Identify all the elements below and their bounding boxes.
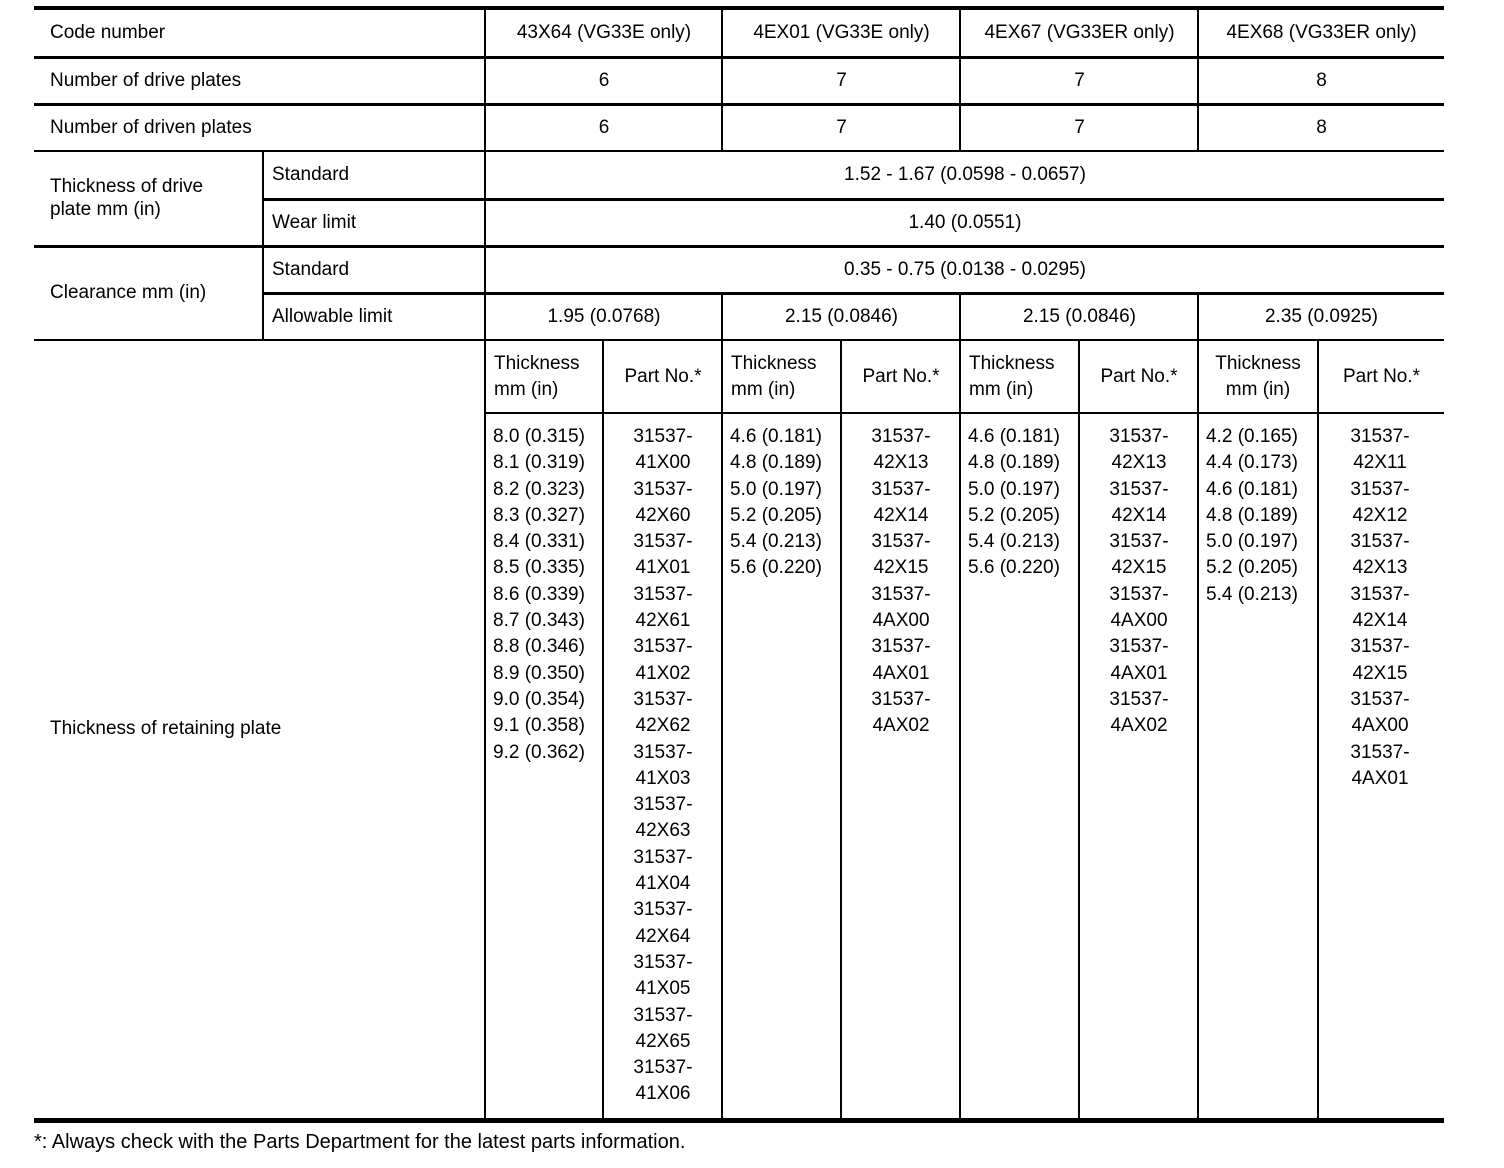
driven-plates-value: 6 <box>598 116 610 138</box>
thickness-header <box>1199 341 1317 412</box>
list-item: 42X63 <box>635 820 691 842</box>
list-item: 31537- <box>871 426 931 447</box>
list-item: 42X13 <box>873 452 929 474</box>
list-item: 42X13 <box>1352 557 1408 579</box>
thickness-header-line1: Thickness <box>969 352 1055 374</box>
list-item: 31537- <box>1350 583 1410 605</box>
thickness-list <box>961 424 1078 582</box>
drive-plate-standard-label: Standard <box>272 163 350 185</box>
list-item: 31537- <box>633 951 693 973</box>
drive-plate-wear-limit-value: 1.40 (0.0551) <box>908 211 1022 233</box>
list-item: 4AX02 <box>872 715 930 737</box>
list-item: 5.4 (0.213) <box>730 531 822 553</box>
list-item: 4.6 (0.181) <box>730 426 822 447</box>
list-item: 42X64 <box>635 925 691 947</box>
list-item: 42X61 <box>635 610 691 632</box>
list-item: 41X01 <box>635 557 691 579</box>
thickness-header-line1: Thickness <box>494 352 580 374</box>
list-item: 31537- <box>633 531 693 553</box>
thickness-header-line2: mm (in) <box>494 378 559 400</box>
part-no-header: Part No.* <box>1342 365 1421 387</box>
thickness-list <box>1199 424 1317 608</box>
drive-plates-value: 7 <box>1074 69 1085 91</box>
thickness-list <box>486 424 602 766</box>
list-item: 31537- <box>1350 531 1410 553</box>
list-item: 31537- <box>1350 688 1410 710</box>
list-item: 4.6 (0.181) <box>1206 478 1298 500</box>
thickness-header <box>486 341 602 412</box>
list-item: 4AX01 <box>1110 662 1168 684</box>
drive-plate-thickness-label <box>34 152 262 245</box>
clearance-allowable-limit-value: 2.15 (0.0846) <box>784 305 899 327</box>
clearance-standard-label: Standard <box>272 258 350 280</box>
list-item: 4.8 (0.189) <box>968 452 1060 474</box>
list-item: 8.1 (0.319) <box>493 452 585 474</box>
list-item: 31537- <box>1350 426 1410 447</box>
list-item: 31537- <box>633 899 693 921</box>
code-number-value: 4EX01 (VG33E only) <box>753 21 930 43</box>
list-item: 41X03 <box>635 767 691 789</box>
drive-plate-thickness-label-line1: Thickness of drive <box>50 175 204 197</box>
thickness-list <box>723 424 840 582</box>
drive-plates-value: 7 <box>836 69 847 91</box>
clearance-allowable-limit-label: Allowable limit <box>272 305 393 327</box>
list-item: 31537- <box>1109 688 1169 710</box>
thickness-header-line2: mm (in) <box>969 378 1034 400</box>
list-item: 42X15 <box>873 557 929 579</box>
list-item: 9.2 (0.362) <box>493 741 585 763</box>
list-item: 5.0 (0.197) <box>1206 531 1298 553</box>
list-item: 41X04 <box>635 873 691 895</box>
list-item: 31537- <box>633 794 693 816</box>
list-item: 41X05 <box>635 978 691 1000</box>
list-item: 5.2 (0.205) <box>1206 557 1298 579</box>
retaining-plate-label: Thickness of retaining plate <box>50 718 282 740</box>
thickness-header <box>723 341 840 412</box>
list-item: 31537- <box>633 426 693 447</box>
list-item: 5.4 (0.213) <box>968 531 1060 553</box>
part-number-list <box>604 424 722 1108</box>
list-item: 31537- <box>633 636 693 658</box>
part-number-list <box>1319 424 1441 792</box>
clearance-label: Clearance mm (in) <box>50 282 207 304</box>
drive-plate-wear-limit-label: Wear limit <box>272 211 357 233</box>
code-number-value: 4EX67 (VG33ER only) <box>984 21 1175 43</box>
list-item: 31537- <box>1350 741 1410 763</box>
footnote: *: Always check with the Parts Department for the latest parts information. <box>34 1131 686 1153</box>
list-item: 8.7 (0.343) <box>493 610 585 632</box>
list-item: 9.0 (0.354) <box>493 688 585 710</box>
list-item: 5.0 (0.197) <box>968 478 1060 500</box>
list-item: 42X15 <box>1111 557 1167 579</box>
code-number-value: 43X64 (VG33E only) <box>516 21 692 43</box>
driven-plates-value: 7 <box>836 116 847 138</box>
thickness-header-line2: mm (in) <box>731 378 796 400</box>
list-item: 5.4 (0.213) <box>1206 583 1298 605</box>
list-item: 31537- <box>871 688 931 710</box>
list-item: 42X14 <box>1111 504 1167 526</box>
list-item: 5.6 (0.220) <box>968 557 1060 579</box>
clearance-allowable-limit-value: 1.95 (0.0768) <box>547 305 661 327</box>
clearance-allowable-limit-value: 2.15 (0.0846) <box>1022 305 1137 327</box>
list-item: 8.5 (0.335) <box>493 557 585 579</box>
list-item: 42X12 <box>1352 504 1408 526</box>
list-item: 5.0 (0.197) <box>730 478 822 500</box>
code-number-label: Code number <box>50 21 166 43</box>
thickness-header-line2: mm (in) <box>1225 378 1291 400</box>
list-item: 42X65 <box>635 1030 691 1052</box>
list-item: 4AX01 <box>1351 767 1409 789</box>
driven-plates-value: 7 <box>1074 116 1085 138</box>
part-no-header: Part No.* <box>624 365 702 387</box>
list-item: 8.0 (0.315) <box>493 426 585 447</box>
list-item: 31537- <box>1350 478 1410 500</box>
list-item: 31537- <box>1109 531 1169 553</box>
list-item: 8.3 (0.327) <box>493 504 585 526</box>
list-item: 31537- <box>871 583 931 605</box>
list-item: 42X14 <box>1352 610 1408 632</box>
list-item: 4AX01 <box>872 662 930 684</box>
list-item: 31537- <box>633 741 693 763</box>
list-item: 41X06 <box>635 1083 691 1105</box>
list-item: 5.2 (0.205) <box>968 504 1060 526</box>
list-item: 8.2 (0.323) <box>493 478 585 500</box>
drive-plates-value: 8 <box>1316 69 1327 91</box>
list-item: 42X11 <box>1353 452 1407 474</box>
thickness-header <box>961 341 1078 412</box>
list-item: 4.8 (0.189) <box>730 452 822 474</box>
code-number-value: 4EX68 (VG33ER only) <box>1226 21 1417 43</box>
list-item: 4AX02 <box>1110 715 1168 737</box>
list-item: 31537- <box>1350 636 1410 658</box>
list-item: 4AX00 <box>872 610 930 632</box>
list-item: 31537- <box>1109 583 1169 605</box>
part-number-list <box>1080 424 1198 740</box>
list-item: 31537- <box>871 531 931 553</box>
list-item: 5.6 (0.220) <box>730 557 822 579</box>
list-item: 41X00 <box>635 452 691 474</box>
part-no-header: Part No.* <box>862 365 940 387</box>
list-item: 31537- <box>633 1057 693 1079</box>
list-item: 4.8 (0.189) <box>1206 504 1298 526</box>
thickness-header-line1: Thickness <box>731 352 817 374</box>
list-item: 31537- <box>633 478 693 500</box>
part-number-list <box>842 424 960 740</box>
list-item: 31537- <box>633 846 693 868</box>
list-item: 42X13 <box>1111 452 1167 474</box>
list-item: 31537- <box>871 636 931 658</box>
list-item: 8.9 (0.350) <box>493 662 585 684</box>
list-item: 5.2 (0.205) <box>730 504 822 526</box>
drive-plates-label: Number of drive plates <box>50 69 242 91</box>
drive-plate-thickness-label-line2: plate mm (in) <box>50 198 161 220</box>
list-item: 4AX00 <box>1351 715 1409 737</box>
list-item: 9.1 (0.358) <box>493 715 585 737</box>
driven-plates-value: 8 <box>1316 116 1327 138</box>
list-item: 4AX00 <box>1110 610 1168 632</box>
list-item: 31537- <box>633 688 693 710</box>
table-bottom-border <box>34 1118 1444 1123</box>
list-item: 42X60 <box>635 504 691 526</box>
part-no-header: Part No.* <box>1100 365 1178 387</box>
list-item: 41X02 <box>635 662 691 684</box>
clearance-standard-value: 0.35 - 0.75 (0.0138 - 0.0295) <box>844 258 1086 280</box>
drive-plates-value: 6 <box>598 69 610 91</box>
list-item: 8.8 (0.346) <box>493 636 585 658</box>
driven-plates-label: Number of driven plates <box>50 116 252 138</box>
list-item: 42X14 <box>873 504 929 526</box>
list-item: 42X15 <box>1352 662 1408 684</box>
list-item: 8.4 (0.331) <box>493 531 585 553</box>
list-item: 31537- <box>1109 636 1169 658</box>
clearance-allowable-limit-value: 2.35 (0.0925) <box>1264 305 1379 327</box>
list-item: 42X62 <box>635 715 691 737</box>
list-item: 31537- <box>633 1004 693 1026</box>
list-item: 4.4 (0.173) <box>1206 452 1298 474</box>
drive-plate-standard-value: 1.52 - 1.67 (0.0598 - 0.0657) <box>844 163 1086 185</box>
list-item: 4.2 (0.165) <box>1206 426 1298 447</box>
row-divider <box>485 412 1444 414</box>
list-item: 4.6 (0.181) <box>968 426 1060 447</box>
list-item: 31537- <box>1109 478 1169 500</box>
thickness-header-line1: Thickness <box>1215 352 1301 374</box>
list-item: 31537- <box>871 478 931 500</box>
list-item: 31537- <box>633 583 693 605</box>
list-item: 31537- <box>1109 426 1169 447</box>
list-item: 8.6 (0.339) <box>493 583 585 605</box>
